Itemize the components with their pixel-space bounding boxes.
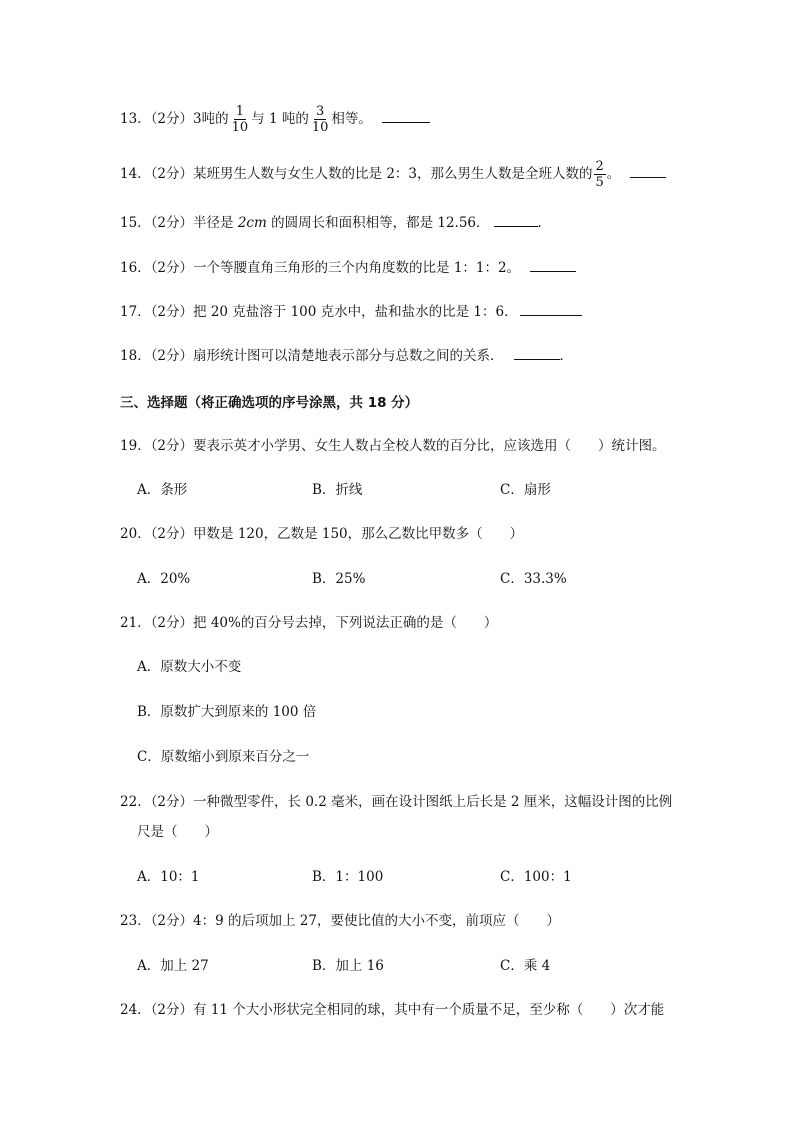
question-number: 16 [120,260,138,276]
fraction-denominator: 10 [231,120,249,135]
question-number: 22 [120,794,138,810]
question-number: 19 [120,438,138,454]
question-number: 14 [120,166,138,182]
question-end: ． [559,348,574,364]
fraction [594,160,606,189]
answer-blank[interactable] [630,165,666,178]
question-text: 一个等腰直角三角形的三个内角度数的比是 1：1：2。 [193,260,521,276]
question-text: 3吨的 [193,111,229,127]
question-text: 一种微型零件，长 0.2 毫米，画在设计图纸上后长是 2 厘米，这幅设计图的比例 [193,794,673,810]
question-text: 有 11 个大小形状完全相同的球，其中有一个质量不足，至少称（ ）次才能 [193,1002,665,1018]
option-c[interactable]: C．33.3% [500,571,567,587]
fraction-numerator: 1 [235,104,245,119]
option-c[interactable]: C．100：1 [500,869,572,885]
section-title: 三、选择题（将正确选项的序号涂黑，共 18 分） [120,395,419,411]
option-c[interactable]: C．乘 4 [500,958,551,974]
question-score: （2分） [150,438,194,454]
answer-blank[interactable] [530,259,576,272]
fraction-denominator: 10 [311,120,329,135]
option-c[interactable]: C．扇形 [500,482,551,498]
question-text: 与 1 吨的 [251,111,309,127]
question-score: （2分） [150,526,194,542]
question-end: ． [537,215,552,231]
question-text: 半径是 [193,215,238,231]
question-18: 18．（2分）扇形统计图可以清楚地表示部分与总数之间的关系． ． [120,348,574,364]
question-score: （2分） [150,111,194,127]
question-20: 20．（2分）甲数是 120，乙数是 150，那么乙数比甲数多（ ） [120,526,524,542]
fraction [310,105,331,134]
question-24: 24．（2分）有 11 个大小形状完全相同的球，其中有一个质量不足，至少称（ ）次才能 [120,1002,665,1018]
question-score: （2分） [150,215,194,231]
question-text: 相等。 [331,111,372,127]
question-19: 19．（2分）要表示英才小学男、女生人数占全校人数的百分比，应该选用（ ）统计图。 [120,438,666,454]
option-b[interactable]: B．加上 16 [312,958,384,974]
question-score: （2分） [150,260,194,276]
question-22-continued: 尺是（ ） [137,824,218,840]
answer-blank[interactable] [494,214,538,227]
question-score: （2分） [150,348,194,364]
question-16: 16．（2分）一个等腰直角三角形的三个内角度数的比是 1：1：2。 [120,258,576,278]
question-text: 把 20 克盐溶于 100 克水中，盐和盐水的比是 1：6． [193,304,518,320]
unit-value: 2cm [237,215,267,231]
fraction-denominator: 5 [595,175,604,190]
option-a[interactable]: A．条形 [137,482,188,498]
fraction-numerator: 2 [595,159,604,174]
question-number: 23 [120,913,138,929]
question-22: 22．（2分）一种微型零件，长 0.2 毫米，画在设计图纸上后长是 2 厘米，这幅设计图的比例 [120,794,673,810]
question-text: 的圆周长和面积相等，都是 12.56． [266,215,490,231]
question-number: 24 [120,1002,138,1018]
answer-blank[interactable] [514,347,560,360]
question-score: （2分） [150,304,194,320]
option-a[interactable]: A．10：1 [137,869,200,885]
question-14: 14．（2分）某班男生人数与女生人数的比是 2：3，那么男生人数是全班人数的 $\frac{2}{5}$ 。 [120,160,666,189]
question-21: 21．（2分）把 40%的百分号去掉，下列说法正确的是（ ） [120,615,498,631]
question-number: 15 [120,215,138,231]
option-b[interactable]: B．原数扩大到原来的 100 倍 [137,704,317,720]
question-number: 21 [120,615,138,631]
question-text: 把 40%的百分号去掉，下列说法正确的是（ ） [193,615,498,631]
question-text: 某班男生人数与女生人数的比是 2：3，那么男生人数是全班人数的 [193,166,593,182]
question-number: 18 [120,348,138,364]
question-23: 23．（2分）4：9 的后项加上 27，要使比值的大小不变，前项应（ ） [120,913,560,929]
option-b[interactable]: B．折线 [312,482,363,498]
question-score: （2分） [150,794,194,810]
option-c[interactable]: C．原数缩小到原来百分之一 [137,749,310,765]
question-number: 17 [120,304,138,320]
question-15: 15．（2分）半径是 2cm 的圆周长和面积相等，都是 12.56． ． [120,215,552,231]
question-score: （2分） [150,913,194,929]
option-b[interactable]: B．1：100 [312,869,384,885]
question-number: 20 [120,526,138,542]
question-number: 13 [120,111,138,127]
option-b[interactable]: B．25% [312,571,366,587]
question-13: 13．（2分）3吨的 $\frac{1}{10}$ 与 1 吨的 $\frac{3}{10}$ 相等。 [120,105,430,134]
option-a[interactable]: A．原数大小不变 [137,659,242,675]
question-text: 。 [606,166,621,182]
answer-blank[interactable] [520,303,582,316]
question-text: 要表示英才小学男、女生人数占全校人数的百分比，应该选用（ ）统计图。 [193,438,666,454]
question-17: 17．（2分）把 20 克盐溶于 100 克水中，盐和盐水的比是 1：6． [120,302,582,322]
question-score: （2分） [150,166,194,182]
fraction [230,105,251,134]
question-score: （2分） [150,615,194,631]
option-a[interactable]: A．20% [137,571,191,587]
question-text: 甲数是 120，乙数是 150，那么乙数比甲数多（ ） [193,526,524,542]
question-text: 扇形统计图可以清楚地表示部分与总数之间的关系． [193,348,504,364]
question-score: （2分） [150,1002,194,1018]
question-text: 4：9 的后项加上 27，要使比值的大小不变，前项应（ ） [193,913,560,929]
answer-blank[interactable] [382,110,430,123]
fraction-numerator: 3 [315,104,325,119]
option-a[interactable]: A．加上 27 [137,958,209,974]
